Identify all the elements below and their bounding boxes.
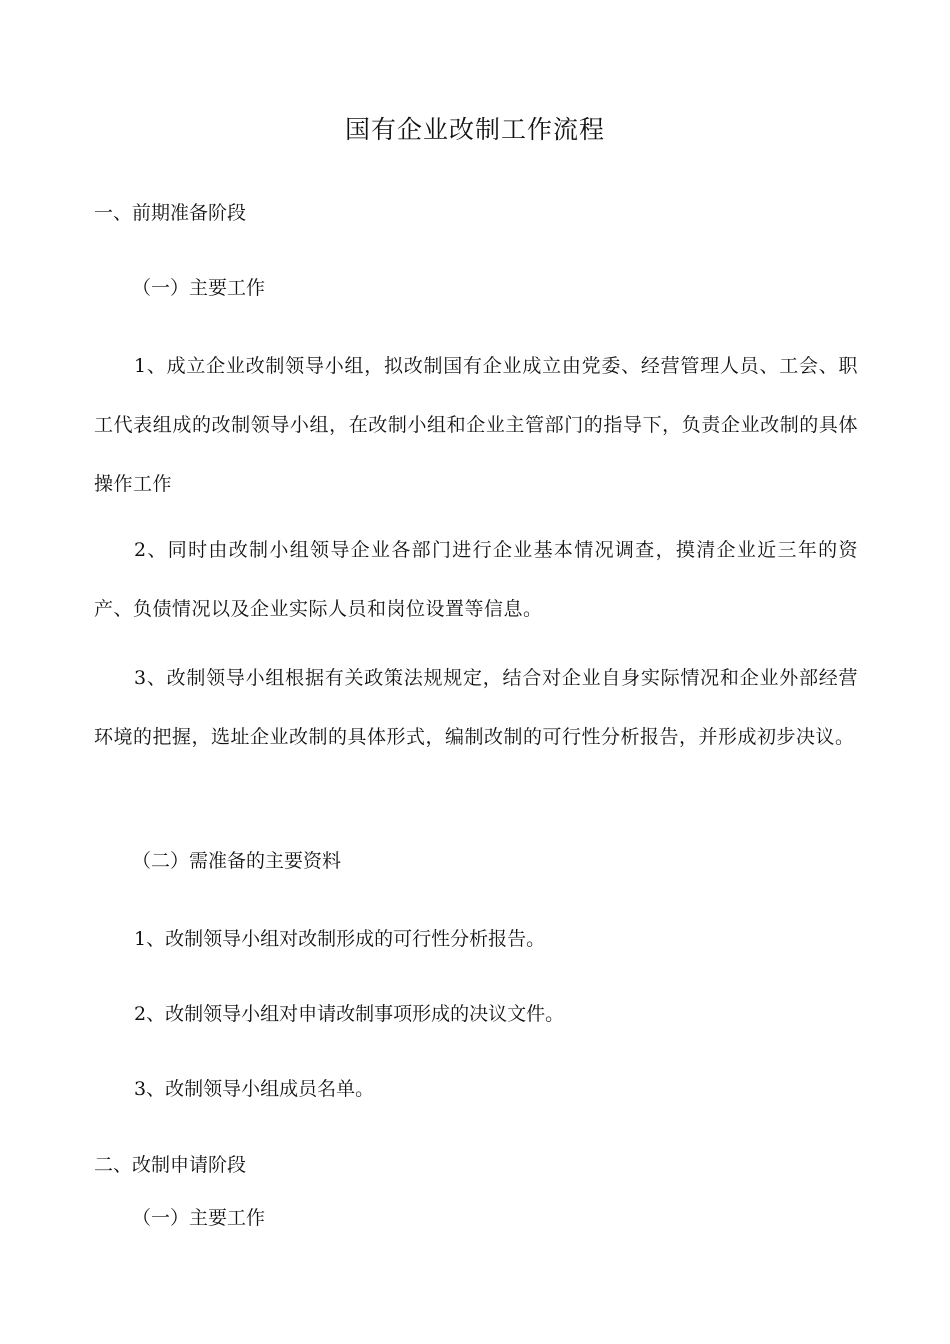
document-title: 国有企业改制工作流程	[344, 115, 605, 144]
subsection-heading-1-2: （二）需准备的主要资料	[132, 850, 342, 872]
list-item: 1、改制领导小组对改制形成的可行性分析报告。	[134, 928, 546, 950]
list-item: 3、改制领导小组成员名单。	[134, 1078, 375, 1100]
paragraph-1: 1、成立企业改制领导小组，拟改制国有企业成立由党委、经营管理人员、工会、职工代表组成的改制领导小组，在改制小组和企业主管部门的指导下，负责企业改制的具体操作工作	[94, 355, 858, 495]
paragraph-3: 3、改制领导小组根据有关政策法规规定，结合对企业自身实际情况和企业外部经营环境的把握，选址企业改制的具体形式，编制改制的可行性分析报告，并形成初步决议。	[94, 667, 858, 748]
paragraph-2: 2、同时由改制小组领导企业各部门进行企业基本情况调查，摸清企业近三年的资产、负债情况以及企业实际人员和岗位设置等信息。	[94, 539, 858, 620]
subsection-heading-1-1: （一）主要工作	[132, 277, 266, 299]
subsection-heading-2-1: （一）主要工作	[132, 1207, 266, 1229]
list-item: 2、改制领导小组对申请改制事项形成的决议文件。	[134, 1003, 565, 1025]
section-heading-1: 一、前期准备阶段	[94, 202, 247, 224]
section-heading-2: 二、改制申请阶段	[94, 1154, 247, 1176]
